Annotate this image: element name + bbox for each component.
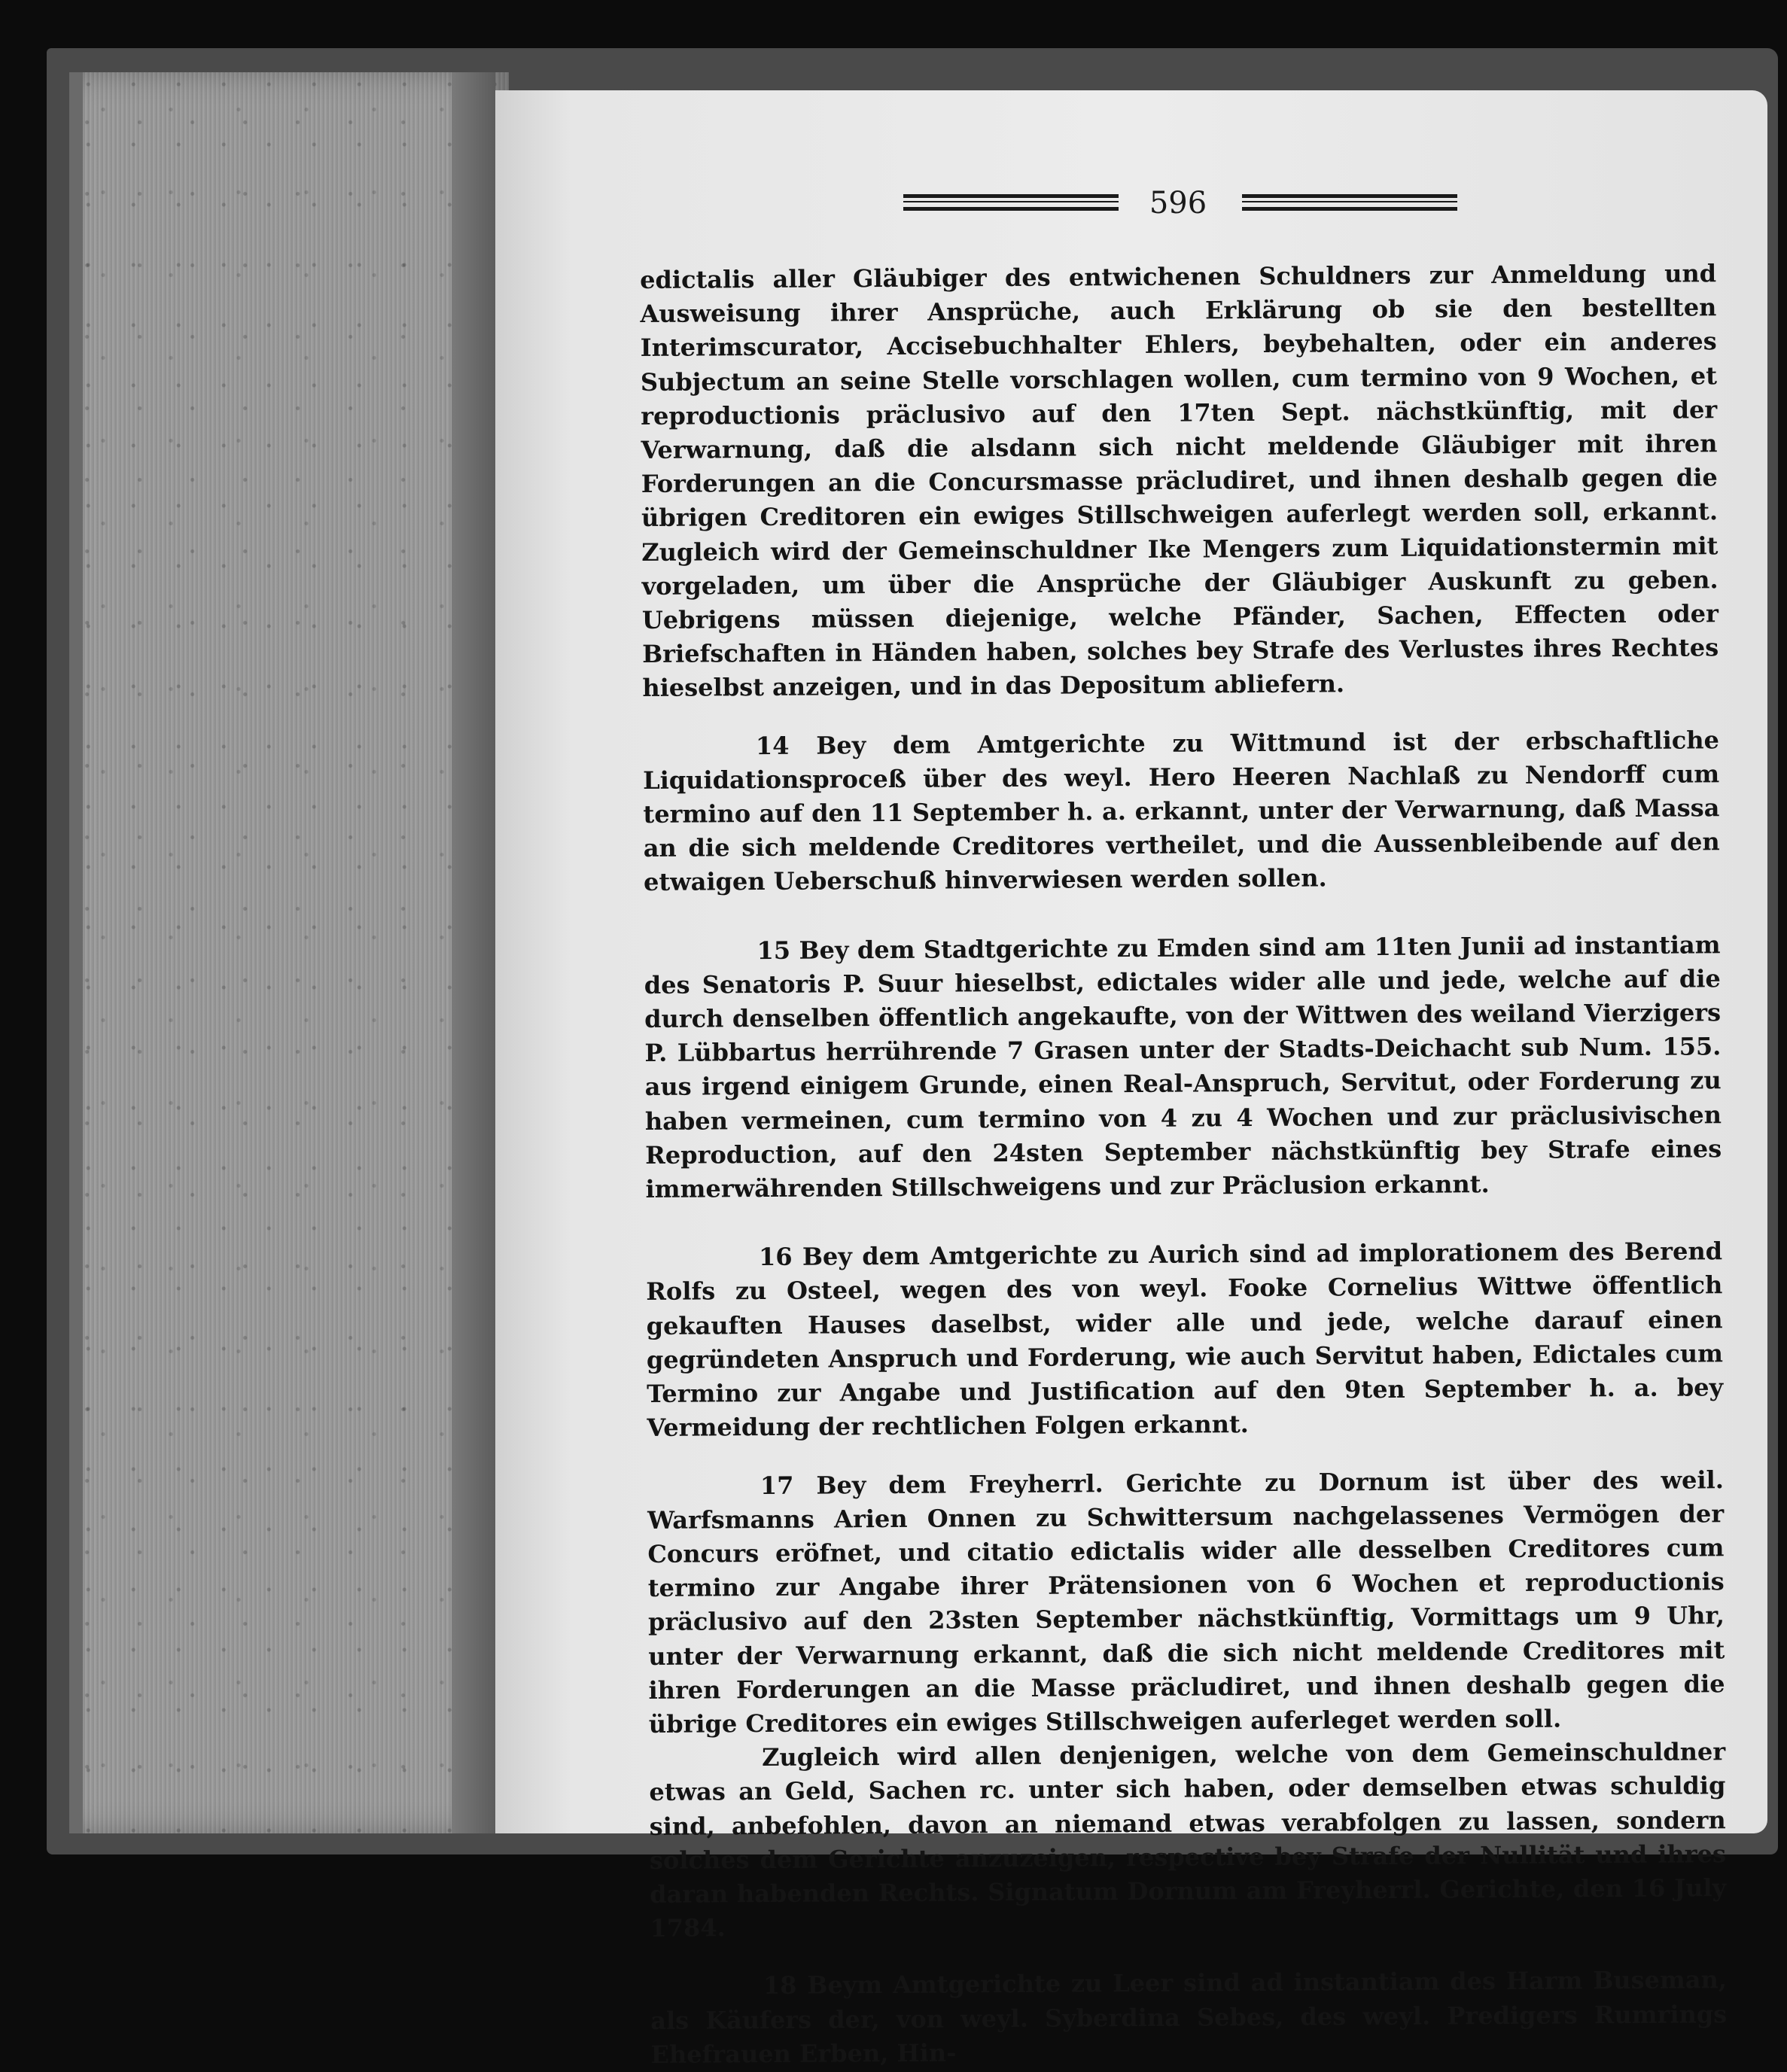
page-header xyxy=(903,187,1460,224)
page-body-text xyxy=(640,257,1728,2072)
page-number: 596 xyxy=(1149,186,1207,221)
page-gutter-shadow xyxy=(452,72,495,1833)
paragraph-17: 17 Bey dem Freyherrl. Gerichte zu Dornum ist über des weil. Warfsmanns Arien Onnen zu Schwittersum nachgelassenes Vermögen der Concurs eröfnet, und citatio edictalis wider alle desselben Creditores cum termino zur Angabe ihrer Prätensionen von 6 Wochen et reproductionis präclusivo auf den 23sten September nächstkünftig, Vormittags um 9 Uhr, unter der Verwarnung erkannt, daß die sich nicht meldende Creditores mit ihren Forderungen an die Masse präcludiret, und ihnen deshalb gegen die übrige Creditores ein ewiges Stillschweigen auferleget werden soll. xyxy=(647,1465,1725,1739)
header-rule-left xyxy=(903,194,1119,211)
paragraph-15: 15 Bey dem Stadtgerichte zu Emden sind am 11ten Junii ad instantiam des Senatoris P. Suur hieselbst, edictales wider alle und jede, welche auf die durch denselben öffentlich angekaufte, von der Wittwen des weiland Vierzigers P. Lübbartus herrührende 7 Grasen unter der Stadts-Deichacht sub Num. 155. aus irgend einigem Grunde, einen Real-Anspruch, Servitut, oder Forderung zu haben vermeinen, cum termino von 4 zu 4 Wochen und zur präclusivischen Reproduction, auf den 24sten September nächstkünftig bey Strafe eines immerwährenden Stillschweigens und zur Präclusion erkannt. xyxy=(644,930,1722,1204)
paragraph-16: 16 Bey dem Amtgerichte zu Aurich sind ad implorationem des Berend Rolfs zu Osteel, wegen des von weyl. Fooke Cornelius Wittwe öffentlich gekauften Hauses daselbst, wider alle und jede, welche darauf einen gegründeten Anspruch und Forderung, wie auch Servitut haben, Edictales cum Termino zur Angabe und Justification auf den 9ten September h. a. bey Vermeidung der rechtlichen Folgen erkannt. xyxy=(646,1237,1724,1443)
paragraph-14: 14 Bey dem Amtgerichte zu Wittmund ist der erbschaftliche Liquidationsproceß über des weyl. Hero Heeren Nachlaß zu Nendorff cum termino auf den 11 September h. a. erkannt, unter der Verwarnung, daß Massa an die sich meldende Creditores vertheilet, und die Aussenbleibende auf den etwaigen Ueberschuß hinverwiesen werden sollen. xyxy=(643,725,1720,897)
paragraph-17-continued: Zugleich wird allen denjenigen, welche von dem Gemeinschuldner etwas an Geld, Sachen rc. unter sich haben, oder demselben etwas schuldig sind, anbefohlen, davon an niemand etwas verabfolgen zu lassen, sondern solches dem Gerichte anzuzeigen, respective bey Strafe der Nullität und ihres daran habenden Rechts. Signatum Dornum am Freyherrl. Gerichte, den 16 July 1784. xyxy=(649,1737,1727,1943)
header-rule-right xyxy=(1242,194,1457,211)
page-edges xyxy=(69,72,509,1833)
paragraph-edictalis: edictalis aller Gläubiger des entwichenen Schuldners zur Anmeldung und Ausweisung ihrer Ansprüche, auch Erklärung ob sie den bestellten Interimscurator, Accisebuchhalter Ehlers, beybehalten, oder ein anderes Subjectum an seine Stelle vorschlagen wollen, cum termino von 9 Wochen, et reproductionis präclusivo auf den 17ten Sept. nächstkünftig, mit der Verwarnung, daß die alsdann sich nicht meldende Gläubiger mit ihren Forderungen an die Concursmasse präcludiret, und ihnen deshalb gegen die übrigen Creditoren ein ewiges Stillschweigen auferlegt werden soll, erkannt. Zugleich wird der Gemeinschuldner Ike Mengers zum Liquidationstermin mit vorgeladen, um über die Ansprüche der Gläubiger Auskunft zu geben. Uebrigens müssen diejenige, welche Pfänder, Sachen, Effecten oder Briefschaften in Händen haben, solches bey Strafe des Verlustes ihres Rechtes hieselbst anzeigen, und in das Depositum abliefern. xyxy=(640,259,1719,703)
paragraph-18: 18 Beym Amtgerichte zu Leer sind ad instantiam des Harm Buseman, als Käufers der, von weyl. Syberdina Sebes, des weyl. Predigers Rumrings Ehefrauen Erben, Hin- xyxy=(650,1965,1728,2069)
